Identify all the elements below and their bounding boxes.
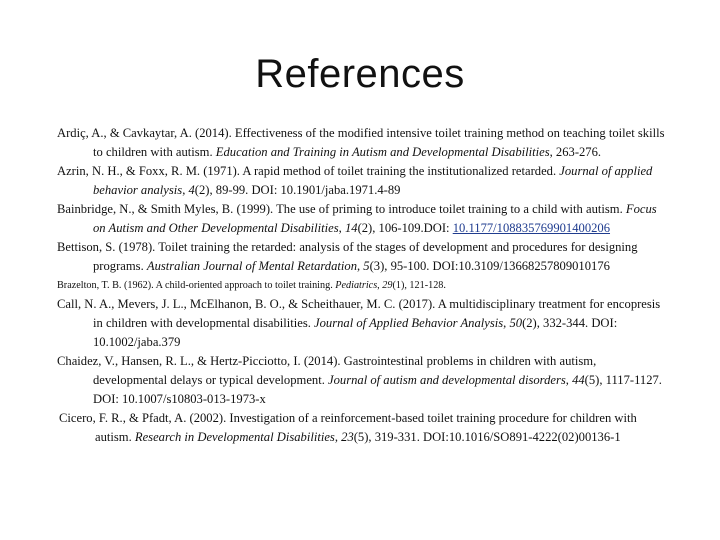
reference-text: Chaidez, V., Hansen, R. L., & Hertz-Picciotto, I. (2014). Gastrointestinal problems in children with autism, developmental delays or typical development. [57,354,597,387]
reference-source: Australian Journal of Mental Retardation [146,259,357,273]
reference-text: Bainbridge, N., & Smith Myles, B. (1999). The use of priming to introduce toilet training to a child with autism. [57,202,626,216]
reference-volume: 50 [509,316,523,330]
reference-text: Ardiç, A., & Cavkaytar, A. (2014). Effectiveness of the modified intensive toilet training method on teaching toilet skills to children with autism. [57,126,665,159]
reference-pages: (5), 319-331. DOI:10.1016/SO891-4222(02)00136-1 [353,430,621,444]
reference-volume: 44 [572,373,585,387]
reference-item [57,200,667,238]
reference-item [57,276,667,295]
reference-item [57,162,667,200]
slide-title: References [255,52,465,96]
reference-separator: , [357,259,364,273]
reference-volume: 14 [344,221,358,235]
reference-text: Brazelton, T. B. (1962). A child-oriented approach to toilet training. [57,280,336,291]
reference-text: Cicero, F. R., & Pfadt, A. (2002). Investigation of a reinforcement-based toilet training procedure for children with autism. [59,411,637,444]
reference-volume: 5 [363,259,370,273]
doi-link[interactable]: 10.1177/108835769901400206 [452,221,611,235]
reference-pages: (2), 106-109.DOI: [357,221,453,235]
reference-pages: (3), 95-100. DOI:10.3109/13668257809010176 [369,259,610,273]
reference-source: Education and Training in Autism and Developmental Disabilities [215,145,550,159]
reference-pages: (1), 121-128. [392,280,446,291]
reference-list [57,124,667,447]
reference-pages: (5), 1117-1127. DOI: 10.1007/s10803-013-1973-x [93,373,662,406]
reference-item [59,409,667,447]
reference-pages: (2), 332-344. DOI: 10.1002/jaba.379 [93,316,618,349]
reference-text: Bettison, S. (1978). Toilet training the retarded: analysis of the stages of development and procedures for designing programs. [57,240,638,273]
reference-item [57,352,667,409]
reference-volume: 23 [341,430,354,444]
reference-source: Focus on Autism and Other Developmental Disabilities [93,202,657,235]
reference-text: Call, N. A., Mevers, J. L., McElhanon, B. O., & Scheithauer, M. C. (2017). A multidisciplinary treatment for encopresis in children with developmental disabilities. [57,297,661,330]
reference-separator: , [338,221,345,235]
reference-item [57,238,667,276]
reference-source: Research in Developmental Disabilities [134,430,335,444]
reference-item [57,295,667,352]
reference-separator: , [334,430,342,444]
reference-volume: 4 [188,183,195,197]
reference-volume: 29 [382,280,393,291]
reference-separator: , [377,280,383,291]
reference-pages: , 263-276. [549,145,602,159]
reference-item [57,124,667,162]
reference-source: Pediatrics [335,280,378,291]
reference-text: Azrin, N. H., & Foxx, R. M. (1971). A rapid method of toilet training the institutionalized retarded. [57,164,560,178]
reference-separator: , [565,373,573,387]
reference-source: Journal of Applied Behavior Analysis [314,316,504,330]
reference-separator: , [503,316,510,330]
reference-source: Journal of applied behavior analysis [93,164,653,197]
reference-separator: , [182,183,189,197]
reference-pages: (2), 89-99. DOI: 10.1901/jaba.1971.4-89 [194,183,401,197]
reference-source: Journal of autism and developmental disorders [328,373,566,387]
